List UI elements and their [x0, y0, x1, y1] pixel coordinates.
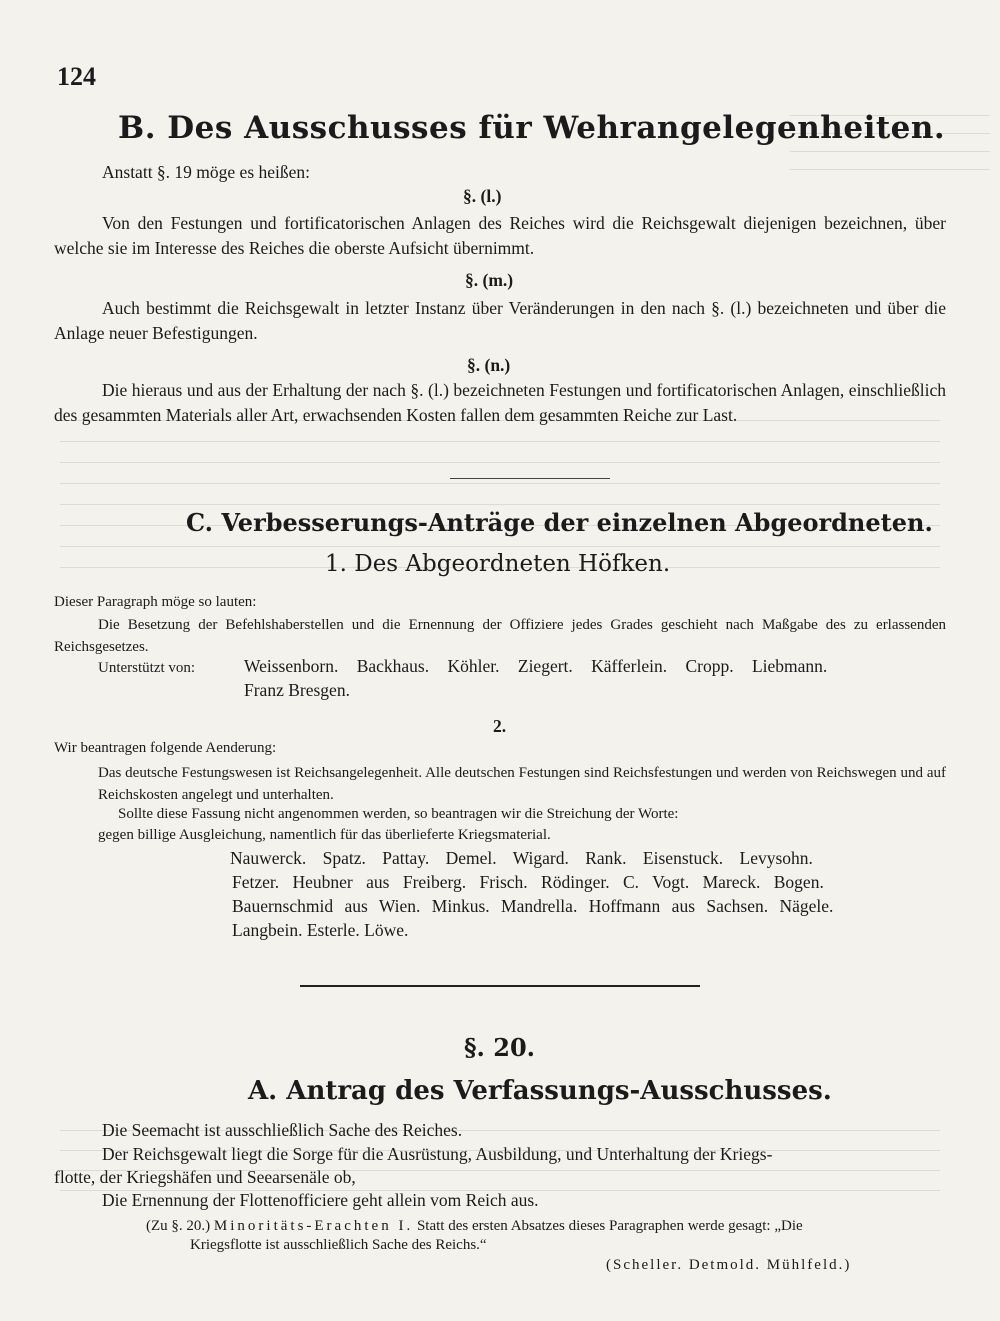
minority-note-line-1 [146, 1218, 803, 1235]
note-rest: Statt des ersten Absatzes dieses Paragraphen werde gesagt: „Die [416, 1218, 803, 1234]
intro-2: Wir beantragen folgende Aenderung: [54, 740, 277, 756]
paragraph-m-label: §. (m.) [465, 270, 514, 290]
note-prefix: (Zu §. 20.) [146, 1218, 211, 1234]
text-2-content: Das deutsche Festungswesen ist Reichsangelegenheit. Alle deutschen Festungen sind Reichsfestungen und werden von Reichswegen und auf Reichskosten angelegt und unterhalten. [98, 765, 946, 803]
bleed-through-middle [60, 420, 940, 570]
p20-line-2b: flotte, der Kriegshäfen und Seearsenäle ob, [54, 1167, 356, 1187]
page-number: 124 [57, 62, 96, 91]
paragraph-n-text: Die hieraus und aus der Erhaltung der nach §. (l.) bezeichneten Festungen und fortificatorischen Anlagen, einschließlich des gesammten Materials aller Art, erwachsenden Kosten fallen dem gesammten Reiche zur Last. [54, 380, 946, 425]
minority-note-line-2: Kriegsflotte ist ausschließlich Sache des Reichs.“ [190, 1237, 487, 1253]
paragraph-20-label: §. 20. [464, 1033, 536, 1062]
names-line-3: Bauernschmid aus Wien. Minkus. Mandrella. Hoffmann aus Sachsen. Nägele. [232, 896, 834, 916]
divider-short [450, 478, 610, 479]
paragraph-l-text: Von den Festungen und fortificatorischen Anlagen des Reiches wird die Reichsgewalt diejenigen bezeichnen, über welche sie im Interesse des Reiches die oberste Aufsicht übernimmt. [54, 213, 946, 258]
paragraph-m-text: Auch bestimmt die Reichsgewalt in letzter Instanz über Veränderungen in den nach §. (l.) bezeichneten und über die Anlage neuer Befestigungen. [54, 298, 946, 343]
paragraph-l-label: §. (l.) [463, 186, 502, 206]
divider-long [300, 985, 700, 987]
names-line-2: Fetzer. Heubner aus Freiberg. Frisch. Rödinger. C. Vogt. Mareck. Bogen. [232, 872, 824, 892]
subheading-hoefken: 1. Des Abgeordneten Höfken. [325, 551, 671, 577]
names-line-4: Langbein. Esterle. Löwe. [232, 920, 409, 940]
signers: (Scheller. Detmold. Mühlfeld.) [606, 1257, 852, 1273]
support-names-1: Weissenborn. Backhaus. Köhler. Ziegert. Käfferlein. Cropp. Liebmann. [244, 656, 828, 676]
intro-hoefken: Dieser Paragraph möge so lauten: [54, 594, 257, 610]
support-names-2: Franz Bresgen. [244, 680, 350, 700]
instead-line: Anstatt §. 19 möge es heißen: [102, 162, 311, 182]
note-spaced: Minoritäts-Erachten I. [213, 1218, 414, 1234]
support-label: Unterstützt von: [98, 660, 196, 676]
names-line-1: Nauwerck. Spatz. Pattay. Demel. Wigard. Rank. Eisenstuck. Levysohn. [230, 848, 813, 868]
section-c-heading: C. Verbesserungs-Anträge der einzelnen Abgeordneten. [186, 508, 933, 537]
paragraph-20-heading: A. Antrag des Verfassungs-Ausschusses. [248, 1076, 832, 1106]
text-3-line-1: Sollte diese Fassung nicht angenommen werden, so beantragen wir die Streichung der Worte: [118, 806, 679, 822]
p20-line-2a: Der Reichsgewalt liegt die Sorge für die Ausrüstung, Ausbildung, und Unterhaltung der Kriegs- [102, 1144, 773, 1164]
p20-line-1: Die Seemacht ist ausschließlich Sache des Reiches. [102, 1120, 463, 1140]
p20-line-3: Die Ernennung der Flottenofficiere geht allein vom Reich aus. [102, 1190, 539, 1210]
paragraph-n-label: §. (n.) [467, 355, 511, 375]
text-3-line-2: gegen billige Ausgleichung, namentlich für das überlieferte Kriegsmaterial. [98, 827, 551, 843]
section-b-heading: B. Des Ausschusses für Wehrangelegenheiten. [118, 110, 946, 146]
subheading-2: 2. [493, 716, 507, 736]
text-hoefken: Die Besetzung der Befehlshaberstellen und die Ernennung der Offiziere jedes Grades geschieht nach Maßgabe des zu erlassenden Reichsgesetzes. [54, 617, 946, 655]
text-2 [98, 762, 946, 806]
